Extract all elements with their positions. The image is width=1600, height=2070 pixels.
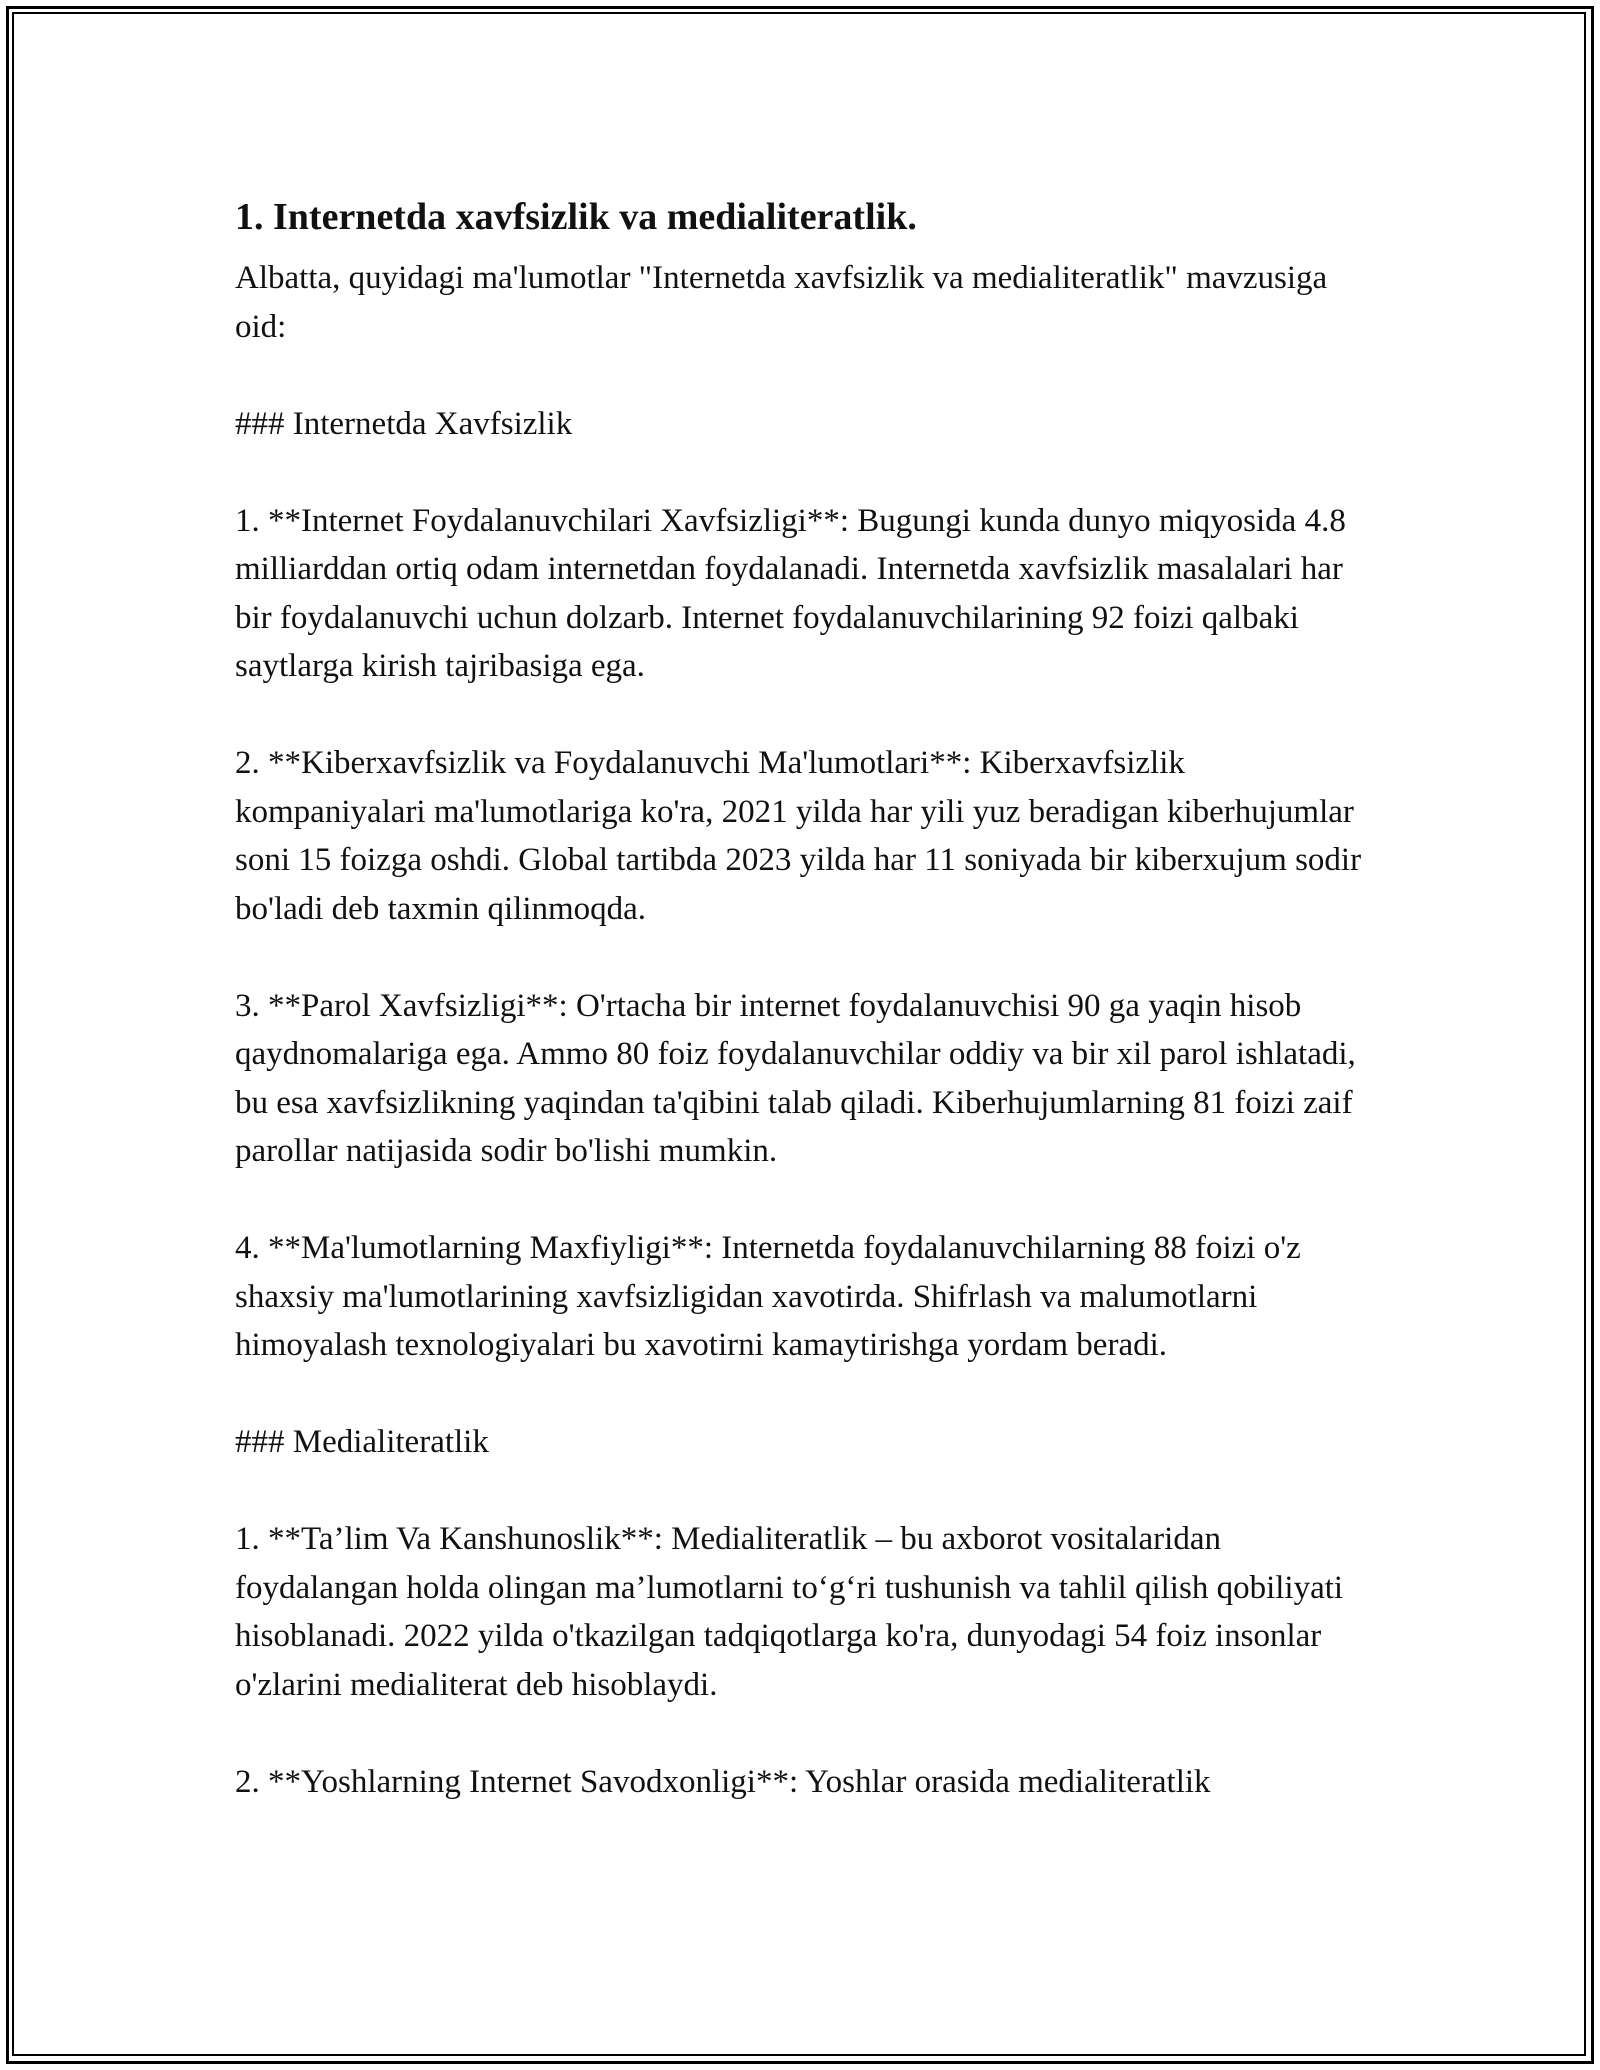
list-item-data-privacy: 4. **Ma'lumotlarning Maxfiyligi**: Internetda foydalanuvchilarning 88 foizi o'z shaxsiy ma'lumotlarining xavfsizligidan xavotirda. Shifrlash va malumotlarni himoyalash texnologiyalari bu xavotirni kamaytirishga yordam beradi. xyxy=(235,1230,1301,1363)
list-item-cybersecurity: 2. **Kiberxavfsizlik va Foydalanuvchi Ma'lumotlari**: Kiberxavfsizlik kompaniyalari ma'lumotlariga ko'ra, 2021 yilda har yili yuz beradigan kiberhujumlar soni 15 foizga oshdi. Global tartibda 2023 yilda har 11 soniyada bir kiberxujum sodir bo'ladi deb taxmin qilinmoqda. xyxy=(235,745,1362,927)
intro-paragraph: Albatta, quyidagi ma'lumotlar "Internetda xavfsizlik va medialiteratlik" mavzusiga oid: xyxy=(235,260,1328,345)
section-heading-media-literacy: ### Medialiteratlik xyxy=(235,1424,489,1460)
document-title: 1. Internetda xavfsizlik va medialiteratlik. xyxy=(235,196,917,238)
section-heading-internet-safety: ### Internetda Xavfsizlik xyxy=(235,405,573,442)
list-item-youth-literacy: 2. **Yoshlarning Internet Savodxonligi**: Yoshlar orasida medialiteratlik xyxy=(235,1763,1211,1800)
document-body xyxy=(235,188,1375,1855)
list-item-user-security: 1. **Internet Foydalanuvchilari Xavfsizligi**: Bugungi kunda dunyo miqyosida 4.8 milliarddan ortiq odam internetdan foydalanadi. Internetda xavfsizlik masalalari har bir foydalanuvchi uchun dolzarb. Internet foydalanuvchilarining 92 foizi qalbaki saytlarga kirish tajribasiga ega. xyxy=(235,502,1346,684)
list-item-password-security: 3. **Parol Xavfsizligi**: O'rtacha bir internet foydalanuvchisi 90 ga yaqin hisob qaydnomalariga ega. Ammo 80 foiz foydalanuvchilar oddiy va bir xil parol ishlatadi, bu esa xavfsizlikning yaqindan ta'qibini talab qiladi. Kiberhujumlarning 81 foizi zaif parollar natijasida sodir bo'lishi mumkin. xyxy=(235,987,1356,1169)
list-item-education: 1. **Ta’lim Va Kanshunoslik**: Medialiteratlik – bu axborot vositalaridan foydalangan holda olingan ma’lumotlarni to‘g‘ri tushunish va tahlil qilish qobiliyati hisoblanadi. 2022 yilda o'tkazilgan tadqiqotlarga ko'ra, dunyodagi 54 foiz insonlar o'zlarini medialiterat deb hisoblaydi. xyxy=(235,1521,1344,1703)
